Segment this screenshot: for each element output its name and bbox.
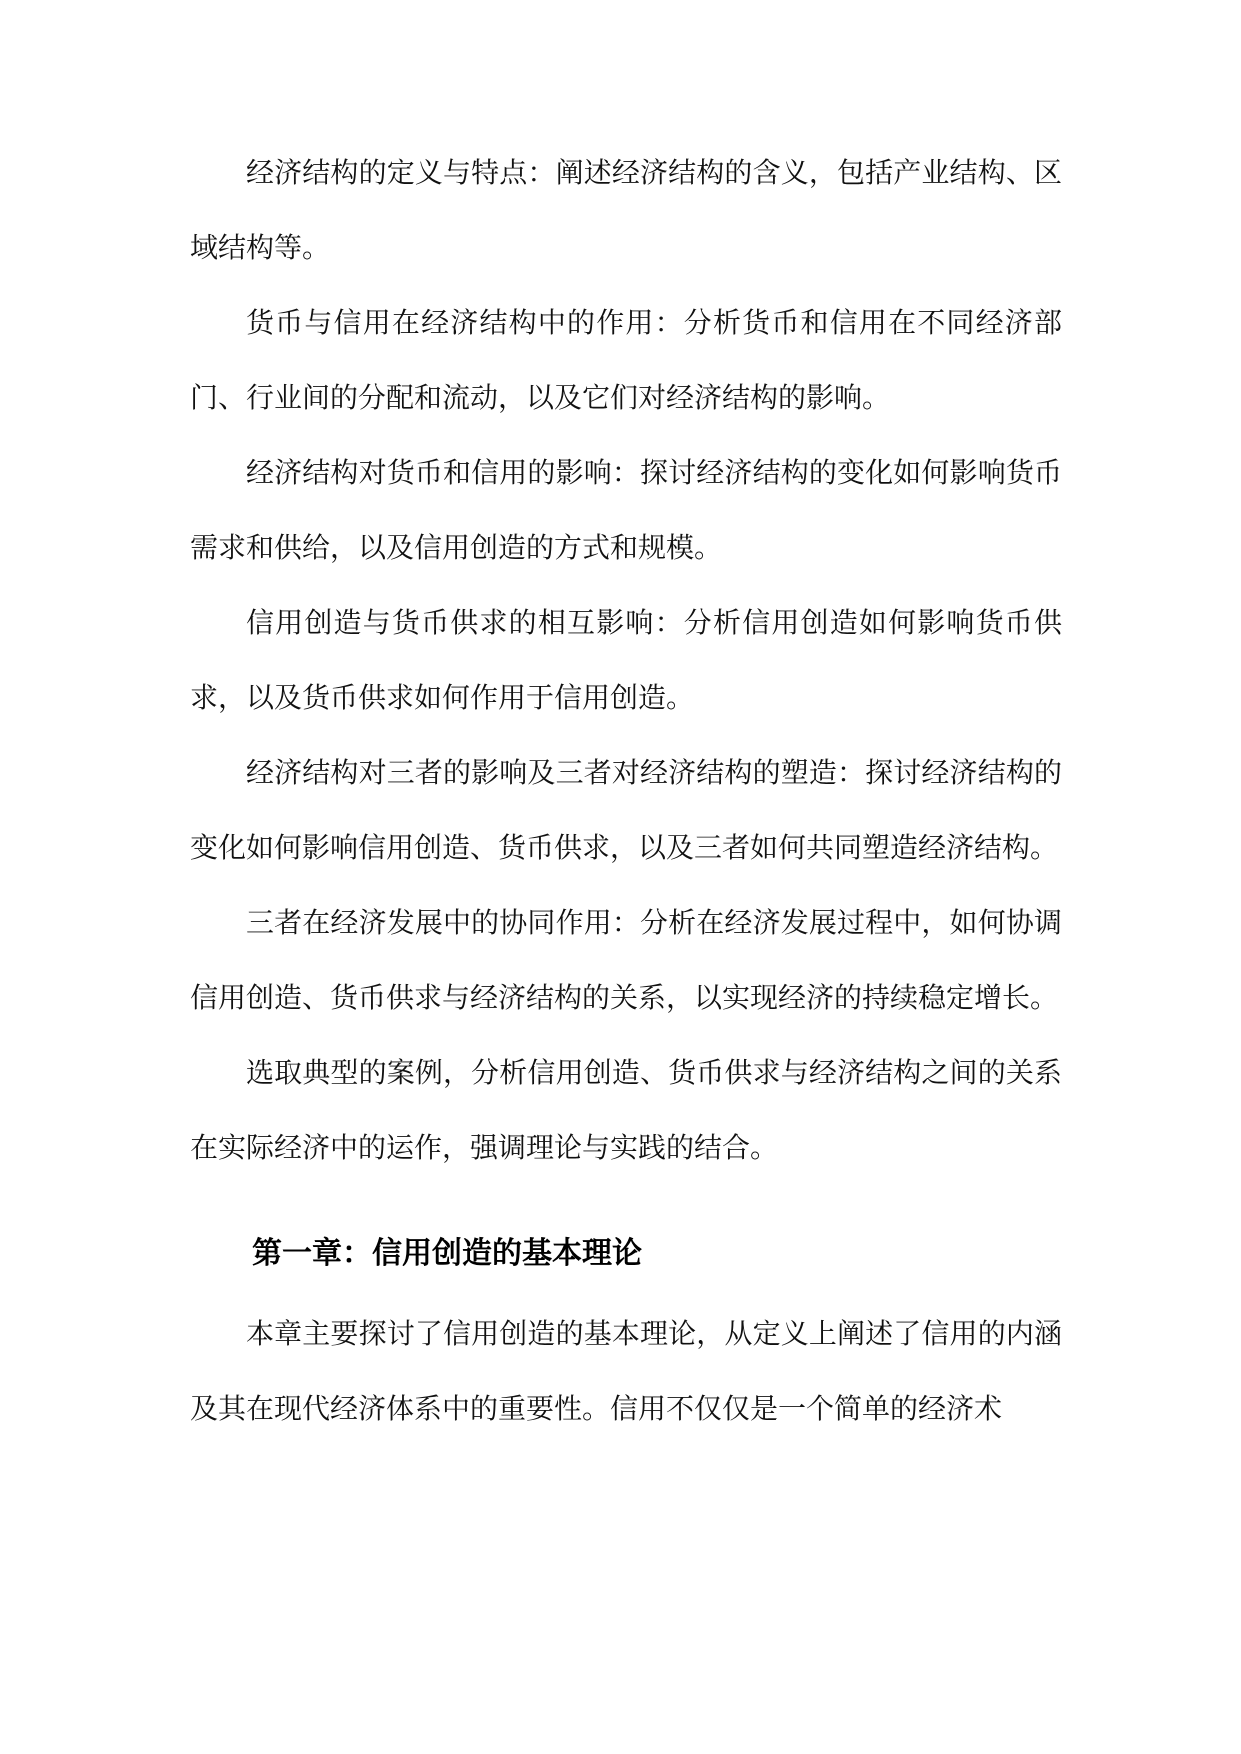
paragraph-money-credit-role: 货币与信用在经济结构中的作用：分析货币和信用在不同经济部门、行业间的分配和流动，以及它们对经济结构的影响。 <box>190 306 1062 414</box>
document-body <box>190 135 1062 1446</box>
paragraph-structure-impact-on-money: 经济结构对货币和信用的影响：探讨经济结构的变化如何影响货币需求和供给，以及信用创造的方式和规模。 <box>190 456 1062 564</box>
paragraph-case-studies: 选取典型的案例，分析信用创造、货币供求与经济结构之间的关系在实际经济中的运作，强调理论与实践的结合。 <box>190 1056 1062 1164</box>
paragraph-economic-structure-definition: 经济结构的定义与特点：阐述经济结构的含义，包括产业结构、区域结构等。 <box>190 156 1062 264</box>
chapter-heading: 第一章：信用创造的基本理论 <box>252 1236 642 1271</box>
paragraph-synergy-in-development: 三者在经济发展中的协同作用：分析在经济发展过程中，如何协调信用创造、货币供求与经济结构的关系，以实现经济的持续稳定增长。 <box>190 906 1062 1014</box>
paragraph-structure-shaping: 经济结构对三者的影响及三者对经济结构的塑造：探讨经济结构的变化如何影响信用创造、货币供求，以及三者如何共同塑造经济结构。 <box>190 756 1062 864</box>
paragraph-credit-money-interaction: 信用创造与货币供求的相互影响：分析信用创造如何影响货币供求，以及货币供求如何作用于信用创造。 <box>190 606 1062 714</box>
paragraph-chapter-intro: 本章主要探讨了信用创造的基本理论，从定义上阐述了信用的内涵及其在现代经济体系中的重要性。信用不仅仅是一个简单的经济术 <box>190 1317 1062 1425</box>
